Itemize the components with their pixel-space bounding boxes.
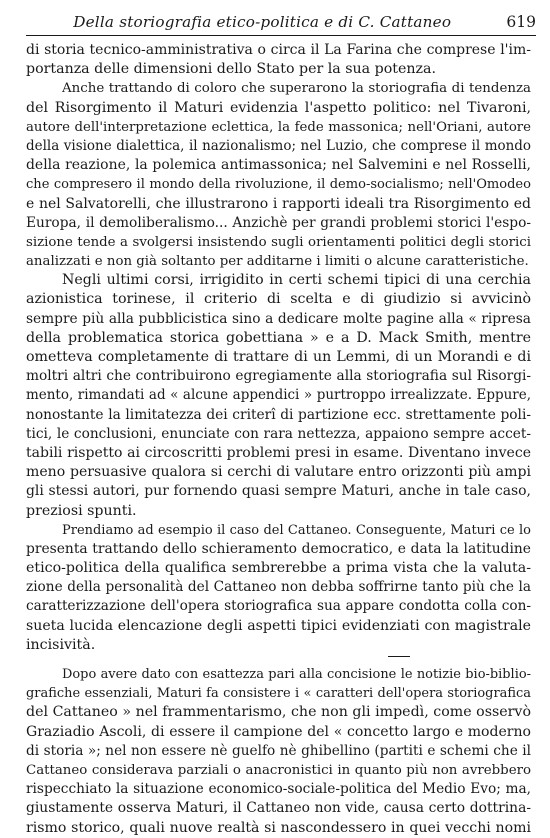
text-line: di storia tecnico-amministrativa o circa il La Farina che comprese l'im- <box>26 42 531 58</box>
text-line: gli stessi autori, pur fornendo quasi sempre Maturi, anche in tale caso, <box>26 483 531 500</box>
section-divider <box>26 655 531 665</box>
text-line: Cattaneo considerava parziali o anacronistici in quanto più non avrebbero <box>26 762 531 778</box>
text-line: presenta trattando dello schieramento democratico, e data la latitudine <box>26 540 531 557</box>
text-line: tabili rispetto ai circoscritti problemi presi in esame. Diventano invece <box>26 444 531 461</box>
text-line: incisività. <box>26 636 96 653</box>
text-line: della problematica storica gobettiana » e a D. Mack Smith, mentre <box>26 329 531 346</box>
text-line: meno persuasive qualora si cerchi di valutare entro orizzonti più ampi <box>26 464 531 481</box>
text-line: ometteva completamente di trattare di un Lemmi, di un Morandi e di <box>26 349 531 365</box>
text-line: autore dell'interpretazione eclettica, la fede massonica; nell'Oriani, autore <box>26 119 531 135</box>
divider-rule <box>388 656 410 657</box>
text-line: zione della personalità del Cattaneo non debba soffrirne tanto più che la <box>26 579 531 596</box>
text-line: e nel Salvatorelli, che illustrarono i rapporti ideali tra Risorgimento ed <box>26 195 531 212</box>
paragraph <box>26 665 531 838</box>
text-line: analizzati e non già soltanto per additarne i limiti o alcune caratteristiche. <box>26 254 529 270</box>
text-line: giustamente osserva Maturi, il Cattaneo non vide, causa certo dottrina- <box>26 800 531 817</box>
text-line: mento, rimandati ad « alcune appendici » purtroppo irrealizzate. Eppure, <box>26 387 531 404</box>
text-line: etico-politica della qualifica sembrerebbe a prima vista che la valuta- <box>26 560 531 577</box>
text-line: sueta lucida elencazione degli aspetti tipici evidenziati con magistrale <box>26 617 531 634</box>
running-header <box>26 12 536 36</box>
text-line: Dopo avere dato con esattezza pari alla concisione le notizie bio-biblio- <box>62 667 531 682</box>
paragraph <box>26 271 531 520</box>
text-line: tici, le conclusioni, enunciate con rara nettezza, appaiono sempre accet- <box>26 425 531 442</box>
text-line: nonostante la limitatezza dei criterî di partizione ecc. strettamente poli- <box>26 406 531 423</box>
text-line: grafiche essenziali, Maturi fa consistere i « caratteri dell'opera storiografica <box>26 686 531 702</box>
text-line: del Cattaneo » nel frammentarismo, che non gli impedì, come osservò <box>26 704 531 721</box>
paragraph <box>26 521 531 655</box>
text-line: Prendiamo ad esempio il caso del Cattaneo. Conseguente, Maturi ce lo <box>62 522 531 538</box>
paragraph <box>26 41 531 79</box>
paragraph <box>26 79 531 271</box>
text-line: portanza delle dimensioni dello Stato per la sua potenza. <box>26 61 436 78</box>
text-line: azionistica torinese, il criterio di scelta e di giudizio si avvicinò <box>26 291 531 308</box>
text-line: della reazione, la polemica antimassonica; nel Salvemini e nel Rosselli, <box>26 157 531 174</box>
text-line: caratterizzazione dell'opera storiografica sua appare condotta colla con- <box>26 598 531 615</box>
text-line: sempre più alla pubblicistica sino a dedicare molte pagine alla « ripresa <box>26 310 531 327</box>
text-line: di storia »; nel non essere nè guelfo nè ghibellino (partiti e schemi che il <box>26 742 531 759</box>
text-line: Negli ultimi corsi, irrigidito in certi schemi tipici di una cerchia <box>62 272 531 289</box>
text-line: rispecchiato la situazione economico-sociale-politica del Medio Evo; ma, <box>26 781 531 798</box>
text-line: della visione dialettica, il nazionalismo; nel Luzio, che comprese il mondo <box>26 137 531 154</box>
body-text <box>26 41 531 838</box>
text-line: sizione tende a svolgersi insistendo sugli orientamenti politici degli storici <box>26 234 531 250</box>
page-number: 619 <box>506 13 536 31</box>
text-line: moltri altri che contribuirono egregiamente alla storiografia sul Risorgi- <box>26 368 531 385</box>
text-line: Graziadio Ascoli, di essere il campione del « concetto largo e moderno <box>26 723 531 740</box>
text-line: rismo storico, quali nuove realtà si nascondessero in quei vecchi nomi <box>26 819 531 836</box>
running-title: Della storiografia etico-politica e di C. Cattaneo <box>73 13 452 31</box>
text-line: Europa, il demoliberalismo... Anzichè per grandi problemi storici l'espo- <box>26 214 531 231</box>
text-line: Anche trattando di coloro che superarono la storiografia di tendenza <box>62 81 531 97</box>
text-line: preziosi spunti. <box>26 502 137 519</box>
text-line: che compresero il mondo della rivoluzione, il demo-socialismo; nell'Omodeo <box>26 177 531 193</box>
text-line: del Risorgimento il Maturi evidenzia l'aspetto politico: nel Tivaroni, <box>26 99 531 116</box>
